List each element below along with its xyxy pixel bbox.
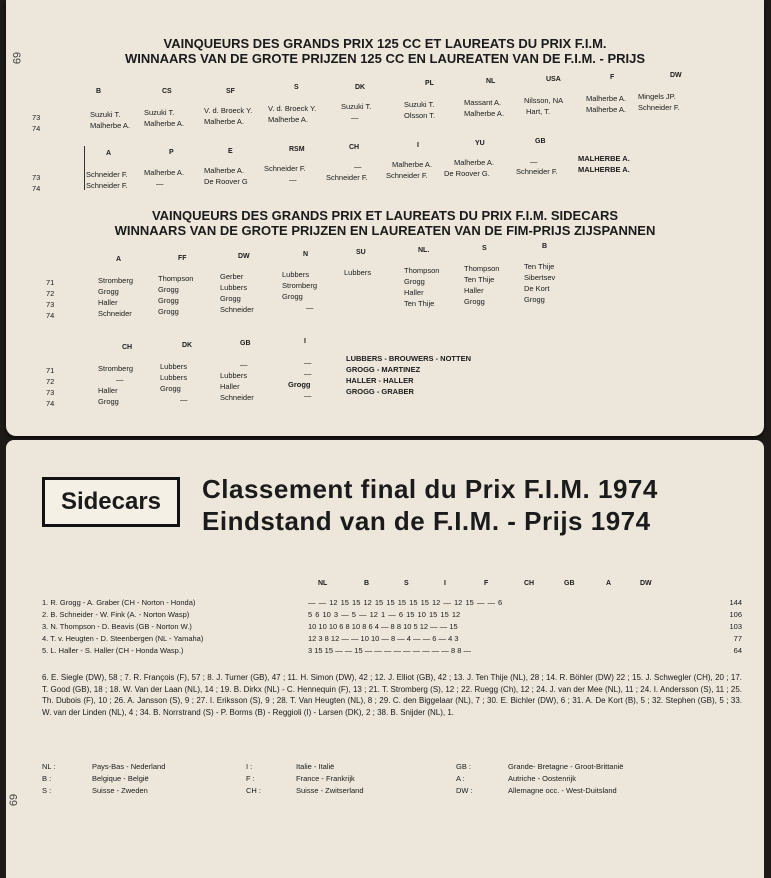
cell: Schneider xyxy=(220,305,254,314)
cell: Schneider F. xyxy=(86,170,128,179)
col-header: B xyxy=(364,580,370,587)
standing-scores: 3 15 15 — — 15 — — — — — — — — — 8 8 — xyxy=(308,646,471,655)
cell: Malherbe A. xyxy=(204,166,245,175)
standing-scores: — — 12 15 15 12 15 15 15 15 15 12 — 12 15 — — 6 xyxy=(308,598,503,607)
legend-name: Grande- Bretagne - Groot-Brittanië xyxy=(508,762,624,771)
cell: V. d. Broeck Y. xyxy=(204,106,253,115)
cell: — xyxy=(156,179,164,188)
sidecars-badge: Sidecars xyxy=(42,477,180,527)
cell: Schneider xyxy=(220,393,254,402)
legend-code: A : xyxy=(456,774,465,783)
col-header: A xyxy=(106,150,112,157)
cell: Massant A. xyxy=(464,98,502,107)
standing-rider: 5. L. Haller - S. Haller (CH - Honda Wasp.) xyxy=(42,646,184,655)
col-header: I xyxy=(444,580,446,587)
col-header: SU xyxy=(356,249,366,256)
title-sidecars-fr: VAINQUEURS DES GRANDS PRIX ET LAUREATS DU PRIX F.I.M. SIDECARS xyxy=(151,208,619,223)
cell: Grogg xyxy=(160,384,181,393)
col-header: A xyxy=(116,256,122,263)
col-header: E xyxy=(228,148,233,155)
cell: Stromberg xyxy=(282,281,318,290)
standing-scores: 10 10 10 6 8 10 8 6 4 — 8 8 10 5 12 — — 15 xyxy=(308,622,458,631)
legend-code: CH : xyxy=(246,786,261,795)
col-header: F xyxy=(610,74,615,81)
cell: Suzuki T. xyxy=(90,110,121,119)
year-label: 73 xyxy=(46,300,55,309)
cell: Haller xyxy=(464,286,484,295)
col-header: A xyxy=(606,580,612,587)
cell: Lubbers xyxy=(282,270,310,279)
cell: Grogg xyxy=(524,295,545,304)
standing-total: 103 xyxy=(729,622,742,631)
col-header: NL. xyxy=(418,247,430,254)
cell: Malherbe A. xyxy=(204,117,245,126)
cell: Schneider F. xyxy=(326,173,368,182)
col-header: S xyxy=(294,84,299,91)
cell: Grogg xyxy=(220,294,241,303)
cell: Grogg xyxy=(158,296,179,305)
cell: MALHERBE A. xyxy=(578,154,630,163)
cell: Ten Thije xyxy=(524,262,555,271)
standing-rider: 4. T. v. Heugten - D. Steenbergen (NL - Yamaha) xyxy=(42,634,204,643)
col-header: CH xyxy=(349,144,360,151)
cell: Olsson T. xyxy=(404,111,436,120)
col-header: DW xyxy=(670,72,682,79)
year-label: 74 xyxy=(46,311,55,320)
cell: V. d. Broeck Y. xyxy=(268,104,317,113)
cell: Lubbers xyxy=(344,268,372,277)
cell: Stromberg xyxy=(98,276,134,285)
cell: Malherbe A. xyxy=(392,160,433,169)
cell: Haller xyxy=(220,382,240,391)
cell: Schneider F. xyxy=(516,167,558,176)
cell: — xyxy=(240,360,248,369)
legend-code: F : xyxy=(246,774,255,783)
divider xyxy=(84,146,85,190)
cell: Ten Thije xyxy=(464,275,495,284)
legend-name: Autriche - Oostenrijk xyxy=(508,774,576,783)
year-label: 72 xyxy=(46,377,55,386)
col-header: FF xyxy=(178,255,187,262)
col-header: CH xyxy=(524,580,535,587)
cell: Lubbers xyxy=(160,362,188,371)
cell: Grogg xyxy=(404,277,425,286)
col-header: N xyxy=(303,251,309,258)
cell: Malherbe A. xyxy=(454,158,495,167)
cell: Thompson xyxy=(158,274,194,283)
cell: Grogg xyxy=(464,297,485,306)
cell: Stromberg xyxy=(98,364,134,373)
col-header: I xyxy=(304,338,306,345)
cell: — xyxy=(354,162,362,171)
cell: — xyxy=(304,391,312,400)
cell: Haller xyxy=(98,386,118,395)
cell: Thompson xyxy=(464,264,500,273)
col-header: DW xyxy=(640,580,652,587)
cell: Haller xyxy=(98,298,118,307)
cell: Suzuki T. xyxy=(144,108,175,117)
legend-code: GB : xyxy=(456,762,472,771)
cell: Malherbe A. xyxy=(464,109,505,118)
laureate: LUBBERS - BROUWERS - NOTTEN xyxy=(346,354,471,363)
cell: Mingels JP. xyxy=(638,92,676,101)
col-header: GB xyxy=(564,580,575,587)
cell: Sibertsev xyxy=(524,273,556,282)
cell: — xyxy=(180,395,188,404)
col-header: S xyxy=(404,580,409,587)
standing-total: 77 xyxy=(733,634,742,643)
year-label: 73 xyxy=(46,388,55,397)
legend-code: B : xyxy=(42,774,52,783)
year-label: 71 xyxy=(46,278,55,287)
cell: Lubbers xyxy=(220,283,248,292)
laureate: HALLER - HALLER xyxy=(346,376,414,385)
legend-code: S : xyxy=(42,786,52,795)
standing-scores: 12 3 8 12 — — 10 10 — 8 — 4 — — 6 — 4 3 xyxy=(308,634,459,643)
col-header: B xyxy=(542,243,548,250)
cell: Malherbe A. xyxy=(586,94,627,103)
cell: Hart, T. xyxy=(526,107,551,116)
top-page xyxy=(6,0,764,436)
legend-name: Pays-Bas - Nederland xyxy=(92,762,166,771)
col-header: NL xyxy=(318,580,328,587)
col-header: DK xyxy=(355,84,366,91)
cell: Schneider F. xyxy=(386,171,428,180)
cell: Malherbe A. xyxy=(144,119,185,128)
laureate: GROGG - GRABER xyxy=(346,387,414,396)
col-header: PL xyxy=(425,80,434,87)
col-header: RSM xyxy=(289,146,305,153)
cell: — xyxy=(116,375,124,384)
legend-name: Suisse - Zwitserland xyxy=(296,786,364,795)
legend-name: Italie - Italië xyxy=(296,762,335,771)
cell: Ten Thije xyxy=(404,299,435,308)
eindstand-title: Eindstand van de F.I.M. - Prijs 1974 xyxy=(202,506,651,536)
legend-name: France - Frankrijk xyxy=(296,774,355,783)
col-header: B xyxy=(96,88,102,95)
cell: Malherbe A. xyxy=(586,105,627,114)
cell: Grogg xyxy=(288,380,311,389)
cell: Lubbers xyxy=(220,371,248,380)
cell: Malherbe A. xyxy=(268,115,309,124)
standing-total: 144 xyxy=(729,598,742,607)
page-number-bottom: 69 xyxy=(8,793,21,807)
cell: — xyxy=(530,157,538,166)
col-header: CS xyxy=(162,88,172,95)
cell: De Roover G xyxy=(204,177,248,186)
col-header: DK xyxy=(182,342,193,349)
legend-name: Allemagne occ. - West-Duitsland xyxy=(508,786,617,795)
legend-code: I : xyxy=(246,762,253,771)
cell: De Roover G. xyxy=(444,169,490,178)
cell: Schneider xyxy=(98,309,132,318)
cell: — xyxy=(304,358,312,367)
legend-code: DW : xyxy=(456,786,473,795)
cell: Nilsson, NA xyxy=(524,96,564,105)
cell: De Kort xyxy=(524,284,550,293)
page-number-top: 69 xyxy=(10,51,23,65)
legend-name: Suisse - Zweden xyxy=(92,786,148,795)
standing-rider: 3. N. Thompson - D. Beavis (GB - Norton W.) xyxy=(42,622,192,631)
title-125cc-fr: VAINQUEURS DES GRANDS PRIX 125 CC ET LAUREATS DU PRIX F.I.M. xyxy=(163,36,607,51)
col-header: DW xyxy=(238,253,250,260)
standing-scores: 5 6 10 3 — 5 — 12 1 — 6 15 10 15 15 12 xyxy=(308,610,461,619)
year-label: 73 xyxy=(32,113,41,122)
year-label: 73 xyxy=(32,173,41,182)
col-header: P xyxy=(169,149,174,156)
cell: — xyxy=(304,369,312,378)
cell: Schneider F. xyxy=(264,164,306,173)
col-header: S xyxy=(482,245,487,252)
col-header: NL xyxy=(486,78,496,85)
cell: Schneider F. xyxy=(638,103,680,112)
col-header: GB xyxy=(240,340,251,347)
col-header: CH xyxy=(122,344,133,351)
title-sidecars-nl: WINNAARS VAN DE GROTE PRIJZEN EN LAUREATEN VAN DE FIM-PRIJS ZIJSPANNEN xyxy=(114,223,656,238)
other-standings-paragraph: 6. E. Siegle (DW), 58 ; 7. R. François (F), 57 ; 8. J. Turner (GB), 47 ; 11. H. Simon (DW), 42 ; 12. J. Elliot (GB), 42 ; 13. J. Ten Thije (NL), 28 ; 14. R. Böhler (DW) 22 ; 15. J. Schwegler (CH), 20 ; 17. T. Good (GB), 18 ; 18. W. Van der Laan (NL), 14 ; 19. B. Dirkx (NL) - C. Hennequin (F), 13 ; 21. T. Stromberg (S), 12 ; 22. Ruegg (Ch), 12 ; 24. J. van der Mee (NL), 11 ; 24. I. Andersson (S), 11 ; 25. Th. Dubois (F), 10 ; 26. A. Jansson (S), 9 ; 27. I. Eriksson (S), 9 ; 28. T. Van Heugten (NL), 8 ; 29. C. den Biggelaar (NL), 7 ; 30. E. Bichler (DW), 6 ; 31. A. De Kort (B), 5 ; 32. Stephen (GB), 5 ; 33. W. van der Linden (NL), 4 ; 34. B. Norrstrand (S) - P. Borms (B) - Reggioli (I) - Larsen (DK), 2 ; 38. B. Snijder (NL), 1. xyxy=(42,673,742,717)
cell: Malherbe A. xyxy=(144,168,185,177)
col-header: GB xyxy=(535,138,546,145)
standing-rider: 1. R. Grogg - A. Graber (CH - Norton - Honda) xyxy=(42,598,196,607)
cell: Haller xyxy=(404,288,424,297)
col-header: SF xyxy=(226,88,235,95)
col-header: YU xyxy=(475,140,485,147)
standing-total: 106 xyxy=(729,610,742,619)
year-label: 74 xyxy=(46,399,55,408)
year-label: 74 xyxy=(32,184,41,193)
cell: Suzuki T. xyxy=(341,102,372,111)
title-125cc-nl: WINNAARS VAN DE GROTE PRIJZEN 125 CC EN LAUREATEN VAN DE F.I.M. - PRIJS xyxy=(124,51,646,66)
col-header: I xyxy=(417,142,419,149)
year-label: 72 xyxy=(46,289,55,298)
cell: Thompson xyxy=(404,266,440,275)
cell: — xyxy=(351,113,359,122)
legend-name: Belgique - België xyxy=(92,774,149,783)
col-header: F xyxy=(484,580,489,587)
cell: MALHERBE A. xyxy=(578,165,630,174)
year-label: 74 xyxy=(32,124,41,133)
cell: Grogg xyxy=(282,292,303,301)
cell: — xyxy=(289,175,297,184)
cell: Grogg xyxy=(98,287,119,296)
cell: Grogg xyxy=(158,307,179,316)
laureate: GROGG - MARTINEZ xyxy=(346,365,421,374)
cell: Malherbe A. xyxy=(90,121,131,130)
bottom-page xyxy=(6,440,764,878)
cell: Suzuki T. xyxy=(404,100,435,109)
col-header: USA xyxy=(546,76,561,83)
year-label: 71 xyxy=(46,366,55,375)
cell: — xyxy=(306,303,314,312)
cell: Schneider F. xyxy=(86,181,128,190)
cell: Gerber xyxy=(220,272,244,281)
standing-total: 64 xyxy=(733,646,742,655)
cell: Grogg xyxy=(158,285,179,294)
classement-title: Classement final du Prix F.I.M. 1974 xyxy=(202,474,658,504)
cell: Grogg xyxy=(98,397,119,406)
standing-rider: 2. B. Schneider - W. Fink (A. - Norton Wasp) xyxy=(42,610,190,619)
legend-code: NL : xyxy=(42,762,56,771)
cell: Lubbers xyxy=(160,373,188,382)
